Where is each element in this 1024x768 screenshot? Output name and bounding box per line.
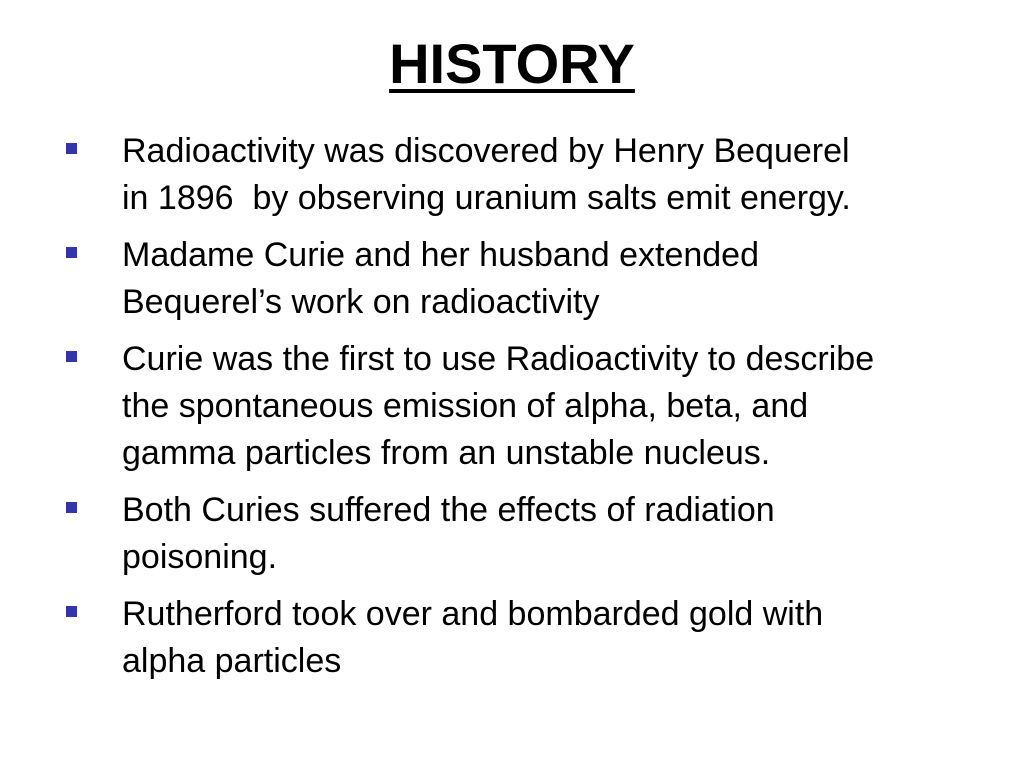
bullet-item-curie-term <box>0 336 1024 477</box>
square-bullet-icon <box>66 502 77 513</box>
slide-title-text: HISTORY <box>389 32 635 95</box>
bullet-line: Curie was the first to use Radioactivity to describe <box>122 340 875 378</box>
bullet-line: Radioactivity was discovered by Henry Bequerel <box>122 132 850 170</box>
bullet-line: Madame Curie and her husband extended <box>122 236 759 274</box>
bullet-line: alpha particles <box>122 642 342 680</box>
bullet-line: Bequerel’s work on radioactivity <box>122 283 600 321</box>
bullet-list <box>0 128 1024 695</box>
bullet-line: gamma particles from an unstable nucleus. <box>122 434 771 472</box>
bullet-line: Rutherford took over and bombarded gold with <box>122 595 824 633</box>
bullet-item-rutherford <box>0 591 1024 685</box>
bullet-line: in 1896 by observing uranium salts emit energy. <box>122 179 851 217</box>
bullet-line: poisoning. <box>122 538 278 576</box>
bullet-item-radiation-poisoning <box>0 487 1024 581</box>
square-bullet-icon <box>66 606 77 617</box>
square-bullet-icon <box>66 351 77 362</box>
square-bullet-icon <box>66 247 77 258</box>
slide-title <box>0 30 1024 98</box>
bullet-item-curie-extension <box>0 232 1024 326</box>
bullet-line: the spontaneous emission of alpha, beta, and <box>122 387 809 425</box>
bullet-item-discovery <box>0 128 1024 222</box>
square-bullet-icon <box>66 143 77 154</box>
bullet-line: Both Curies suffered the effects of radiation <box>122 491 775 529</box>
